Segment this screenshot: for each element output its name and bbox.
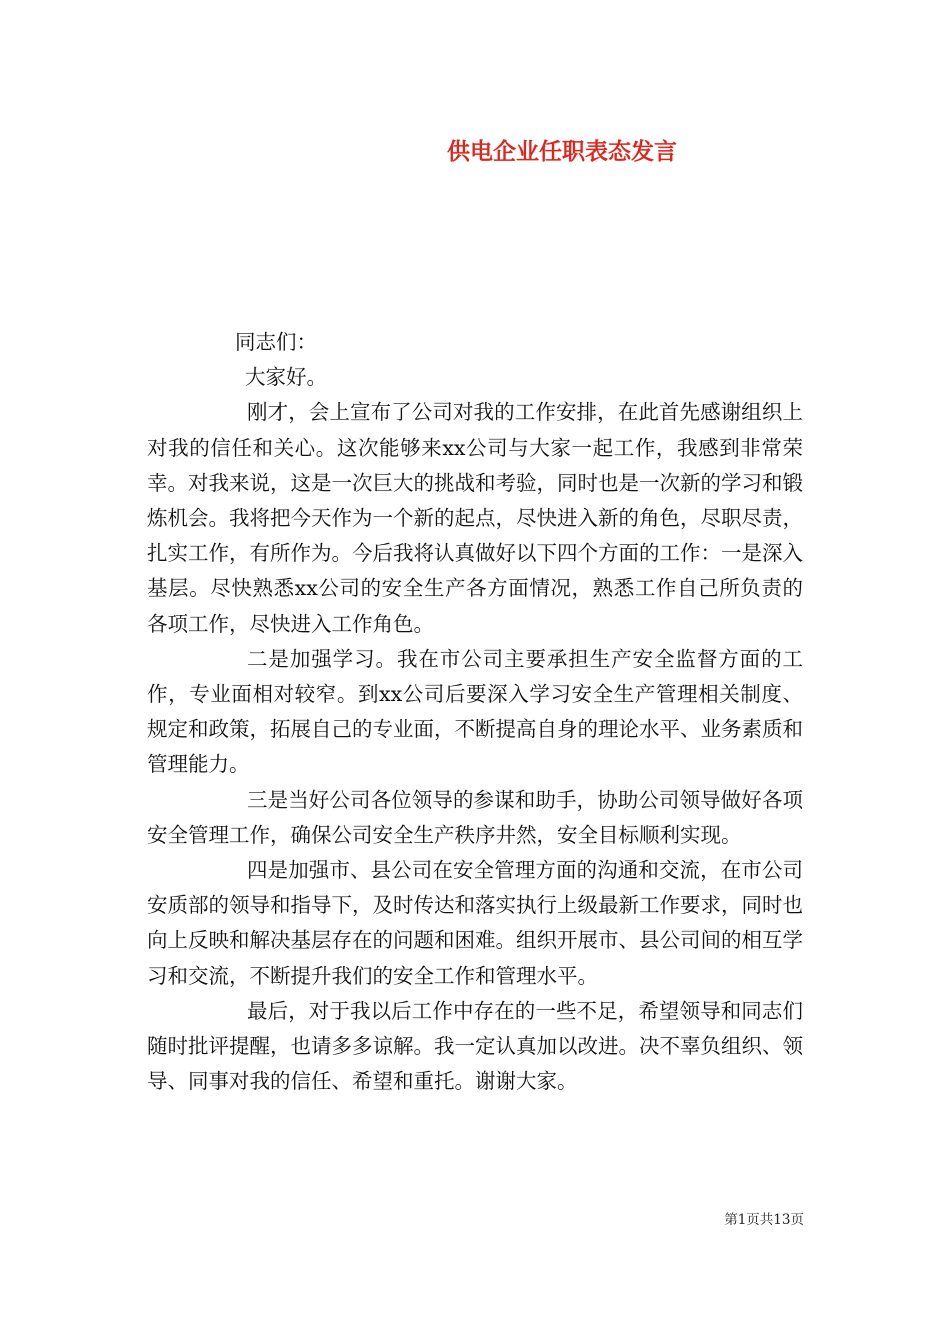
paragraph-assist: 三是当好公司各位领导的参谋和助手，协助公司领导做好各项安全管理工作，确保公司安全生产秩序井然，安全目标顺利实现。 — [147, 787, 803, 847]
document-body — [147, 325, 803, 1099]
paragraph-closing: 最后，对于我以后工作中存在的一些不足，希望领导和同志们随时批评提醒，也请多多谅解。我一定认真加以改进。决不辜负组织、领导、同事对我的信任、希望和重托。谢谢大家。 — [147, 998, 803, 1094]
paragraph-communication: 四是加强市、县公司在安全管理方面的沟通和交流，在市公司安质部的领导和指导下，及时传达和落实执行上级最新工作要求，同时也向上反映和解决基层存在的问题和困难。组织开展市、县公司间的相互学习和交流，不断提升我们的安全工作和管理水平。 — [147, 858, 803, 988]
salutation: 同志们： — [235, 330, 317, 354]
paragraph-study: 二是加强学习。我在市公司主要承担生产安全监督方面的工作，专业面相对较窄。到xx公司后要深入学习安全生产管理相关制度、规定和政策，拓展自己的专业面，不断提高自身的理论水平、业务素质和管理能力。 — [147, 646, 803, 777]
paragraph-intro: 刚才，会上宣布了公司对我的工作安排，在此首先感谢组织上对我的信任和关心。这次能够来xx公司与大家一起工作，我感到非常荣幸。对我来说，这是一次巨大的挑战和考验，同时也是一次新的学习和锻炼机会。我将把今天作为一个新的起点，尽快进入新的角色，尽职尽责，扎实工作，有所作为。今后我将认真做好以下四个方面的工作：一是深入基层。尽快熟悉xx公司的安全生产各方面情况，熟悉工作自己所负责的各项工作，尽快进入工作角色。 — [147, 400, 803, 636]
document-title: 供电企业任职表态发言 — [447, 138, 677, 165]
greeting: 大家好。 — [245, 365, 327, 390]
page-number: 第1页共13页 — [724, 1212, 804, 1228]
